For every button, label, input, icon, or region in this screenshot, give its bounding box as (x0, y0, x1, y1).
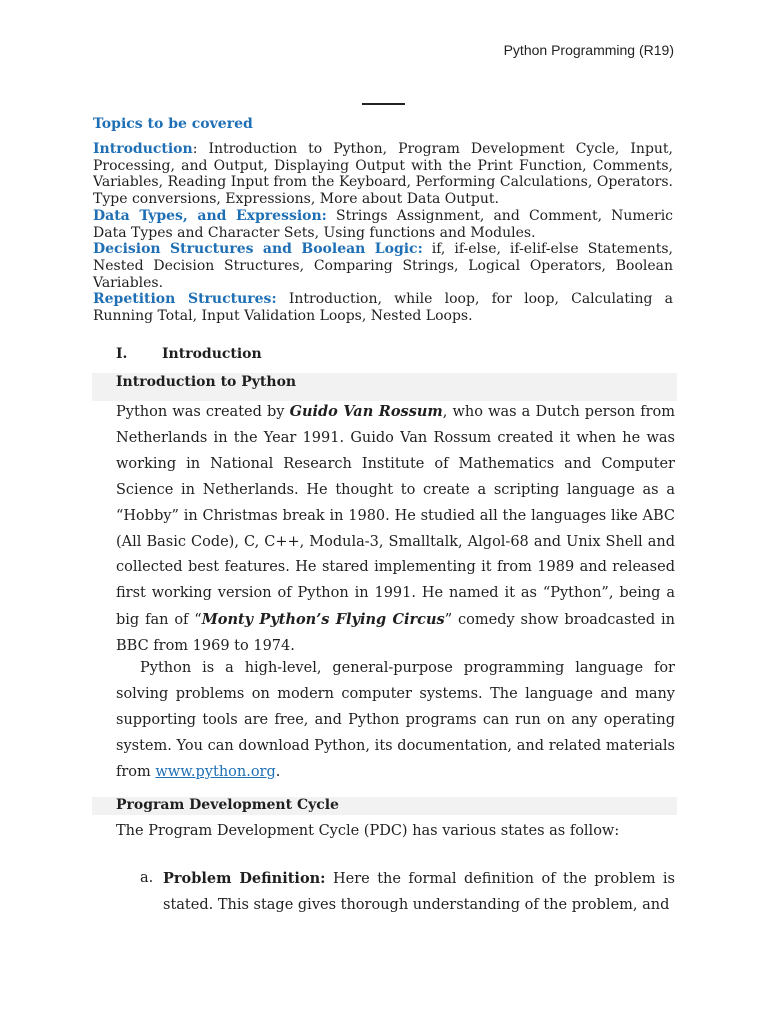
subsection-heading: Program Development Cycle (116, 797, 339, 813)
topic-label: Repetition Structures: (93, 291, 277, 308)
topic-text: Introduction to Python, Program Development Cycle, Input, Processing, and Output, Displaying Output with the Print Function, Comments, Variables, Reading Input from the Keyboard, Performing Calculations, Operators. Type conversions, Expressions, More about Data Output. (93, 141, 673, 208)
title-divider (362, 103, 405, 105)
topics-list (93, 141, 673, 325)
topic-item (93, 208, 673, 241)
list-item: a. Problem Definition: Here the formal definition of the problem is stated. This stage gives thorough understanding of the problem, and (140, 866, 675, 919)
subsection-heading: Introduction to Python (116, 374, 297, 390)
python-org-link[interactable]: www.python.org (155, 763, 276, 780)
topic-label: Data Types, and Expression: (93, 207, 327, 224)
topic-item: Introduction: Introduction to Python, Program Development Cycle, Input, Processing, and Output, Displaying Output with the Print Function, Comments, Variables, Reading Input from the Keyboard, Performing Calculations, Operators. Type conversions, Expressions, More about Data Output. (93, 141, 673, 208)
paragraph: Python was created by Guido Van Rossum, who was a Dutch person from Netherlands in the Year 1991. Guido Van Rossum created it when he was working in National Research Institute of Mathematics and Computer Science in Netherlands. He thought to create a scripting language as a “Hobby” in Christmas break in 1980. He studied all the languages like ABC (All Basic Code), C, C++, Modula-3, Smalltalk, Algol-68 and Unix Shell and collected best features. He stared implementing it from 1989 and released first working version of Python in 1991. He named it as “Python”, being a big fan of “Monty Python’s Flying Circus” comedy show broadcasted in BBC from 1969 to 1974. (116, 403, 676, 655)
list-marker: a. (140, 870, 154, 886)
topic-text: if, if-else, if-elif-else Statements, Nested Decision Structures, Comparing Strings, Logical Operators, Boolean Variables. (93, 241, 674, 291)
topic-text: Introduction, while loop, for loop, Calculating a Running Total, Input Validation Loops, Nested Loops. (93, 291, 673, 325)
topic-text: Strings Assignment, and Comment, Numeric Data Types and Character Sets, Using functions and Modules. (93, 207, 674, 241)
topic-item (93, 291, 673, 324)
topic-item (93, 241, 673, 291)
paragraph: The Program Development Cycle (PDC) has various states as follow: (116, 823, 620, 839)
emphasis: Monty Python’s Flying Circus (201, 611, 445, 629)
running-header: Python Programming (R19) (503, 42, 674, 58)
section-title: Introduction (162, 346, 262, 362)
topic-label: Decision Structures and Boolean Logic: (93, 241, 423, 258)
emphasis: Guido Van Rossum (289, 403, 443, 420)
paragraph: Python is a high-level, general-purpose programming language for solving problems on modern computer systems. The language and many supporting tools are free, and Python programs can run on any operating system. You can download Python, its documentation, and related materials from www.python.org. (116, 660, 675, 780)
list-term: Problem Definition: (163, 870, 326, 887)
topic-label: Introduction (93, 141, 193, 157)
section-heading (116, 346, 262, 362)
section-number: I. (116, 346, 128, 362)
topics-heading: Topics to be covered (93, 116, 253, 132)
